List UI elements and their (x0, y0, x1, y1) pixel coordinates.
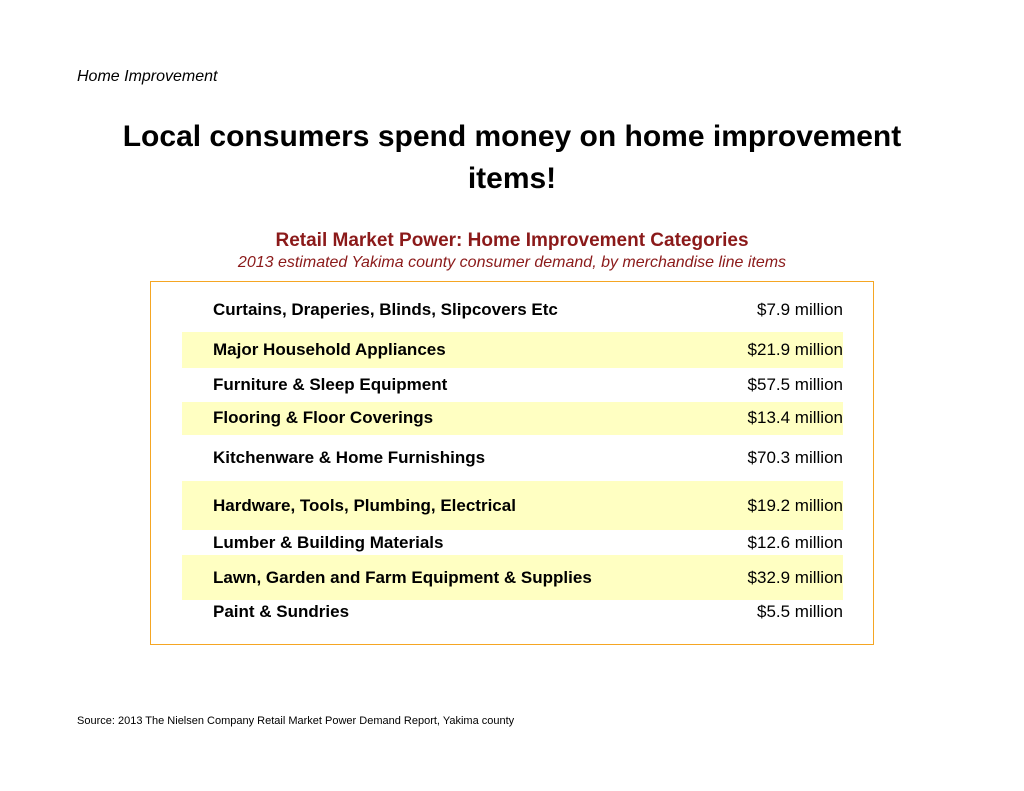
table-row (182, 600, 843, 626)
chart-subtitle: 2013 estimated Yakima county consumer demand, by merchandise line items (237, 254, 787, 271)
row-category: Flooring & Floor Coverings (213, 408, 434, 427)
chart-title: Retail Market Power: Home Improvement Categories (275, 230, 749, 251)
row-value: $7.9 million (757, 300, 843, 319)
row-value: $32.9 million (747, 568, 843, 587)
row-value: $57.5 million (747, 375, 843, 394)
row-value: $5.5 million (757, 602, 843, 621)
row-category: Lumber & Building Materials (213, 533, 444, 552)
row-category: Furniture & Sleep Equipment (213, 375, 448, 394)
section-label: Home Improvement (77, 68, 218, 85)
row-value: $13.4 million (747, 408, 843, 427)
row-value: $21.9 million (747, 340, 843, 359)
table-row (182, 368, 843, 402)
row-category: Curtains, Draperies, Blinds, Slipcovers Etc (213, 300, 558, 319)
table-row (182, 332, 843, 368)
row-category: Kitchenware & Home Furnishings (213, 448, 486, 467)
row-category: Major Household Appliances (213, 340, 446, 359)
table-row (182, 530, 843, 555)
table-row (182, 402, 843, 435)
row-value: $12.6 million (747, 533, 843, 552)
table-row (182, 435, 843, 481)
page-headline: Local consumers spend money on home improvement items! (122, 120, 902, 195)
row-category: Hardware, Tools, Plumbing, Electrical (213, 496, 516, 515)
row-category: Paint & Sundries (213, 602, 350, 621)
table-row (182, 555, 843, 600)
row-value: $19.2 million (747, 496, 843, 515)
table-row (182, 481, 843, 530)
source-note: Source: 2013 The Nielsen Company Retail Market Power Demand Report, Yakima county (77, 715, 515, 727)
row-value: $70.3 million (747, 448, 843, 467)
row-category: Lawn, Garden and Farm Equipment & Supplies (213, 568, 592, 587)
table-row (182, 292, 843, 328)
